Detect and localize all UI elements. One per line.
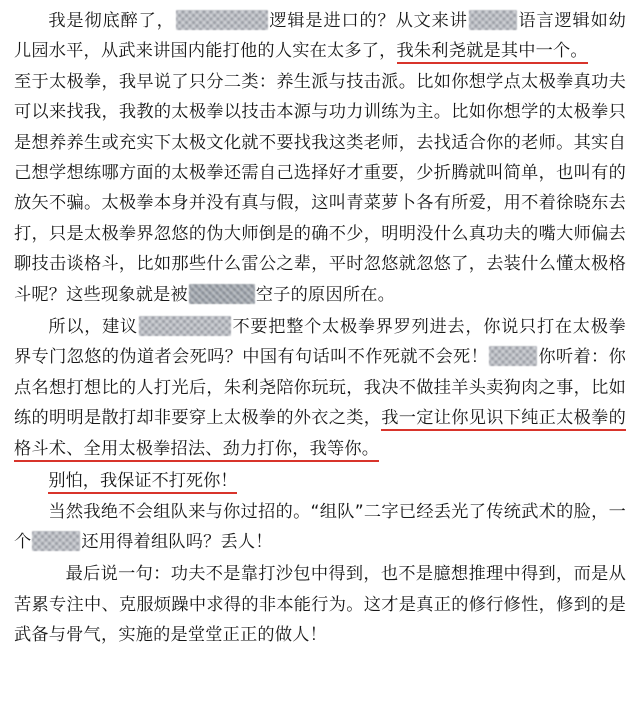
red-underlined-text: 别怕，我保证不打死你！ (48, 471, 237, 494)
paragraph-6 (14, 559, 626, 650)
redacted-block (176, 10, 268, 30)
redacted-block (139, 316, 231, 336)
paragraph-5 (14, 497, 626, 558)
text-segment: 逻辑是进口的？从文来讲 (268, 11, 468, 31)
red-underlined-text: 我朱利尧就是其中一个。 (397, 41, 588, 64)
redacted-block (489, 346, 537, 366)
text-segment: 不要把整个太极拳界罗列进去，你说只打在太极拳界专门忽悠的伪道者会死吗？中国有句话叫不作死就不会死！ (14, 317, 626, 368)
paragraph-3 (14, 312, 626, 464)
text-segment: 当然我绝不会组队来与你过招的。“组队”二字已经丢光了传统武术的脸，一个 (14, 501, 626, 552)
redacted-block (469, 10, 517, 30)
paragraph-4 (14, 466, 626, 496)
text-segment: 空子的原因所在。 (255, 284, 395, 305)
text-segment: 最后说一句：功夫不是靠打沙包中得到，也不是臆想推理中得到，而是从苦累专注中、克服烦躁中求得的非本能行为。这才是真正的修行修性，修到的是武备与骨气，实施的是堂堂正正的做人！ (14, 564, 626, 646)
text-segment: 所以，建议 (48, 317, 138, 338)
paragraph-1 (14, 6, 626, 67)
text-segment: 我是彻底醉了， (48, 11, 175, 31)
red-underlined-text: 我一定让你见识下纯正太极拳的格斗术、全用太极拳招法、劲力打你，我等你。 (14, 408, 626, 461)
text-segment: 你听着：你点名想打想比的人打光后，朱利尧陪你玩玩，我决不做挂羊头卖狗肉之事，比如练的明明是散打却非要穿上太极拳的外衣之类， (14, 347, 626, 429)
text-segment: 至于太极拳，我早说了只分二类：养生派与技击派。比如你想学点太极拳真功夫可以来找我，我教的太极拳以技击本源与功力训练为主。比如你想学的太极拳只是想养养生或充实下太极文化就不要找我这类老师，去找适合你的老师。其实自己想学想练哪方面的太极拳还需自己选择好才重要，少折腾就叫简单，也叫有的放矢不骗。太极拳本身并没有真与假，这叫青菜萝卜各有所爱，用不着徐晓东去打，只是太极拳界忽悠的伪大师倒是的确不少，明明没什么真功夫的嘴大师偏去聊技击谈格斗，比如那些什么雷公之辈，平时忽悠就忽悠了，去装什么懂太极格斗呢？这些现象就是被 (14, 71, 626, 305)
text-segment: 语言逻辑如幼儿园水平，从武来讲国内能打他的人实在太多了， (14, 11, 627, 62)
text-segment: 还用得着组队吗？丢人！ (81, 531, 273, 552)
redacted-block (32, 531, 80, 551)
redacted-block (189, 284, 255, 304)
paragraph-2 (14, 67, 626, 310)
